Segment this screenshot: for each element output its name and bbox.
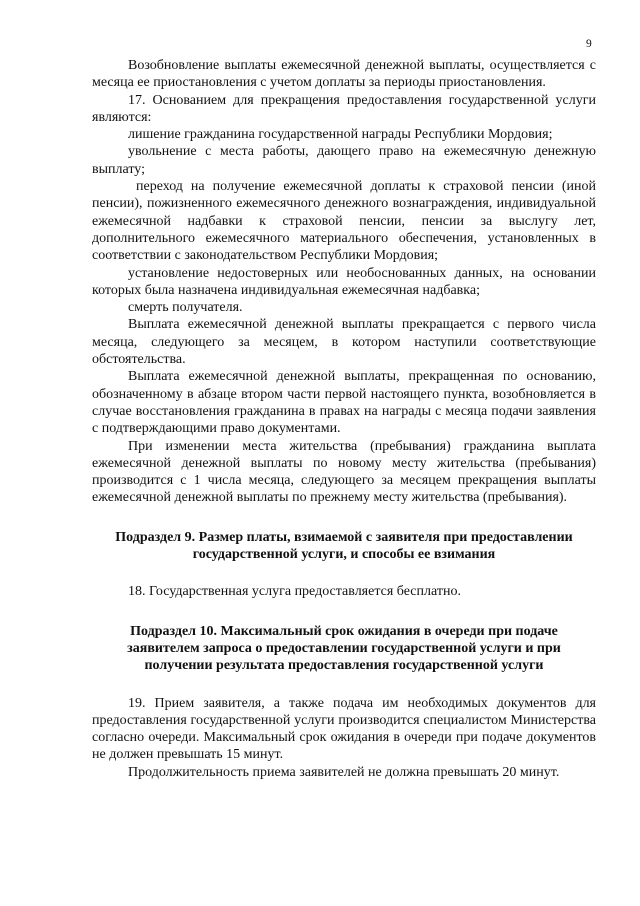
section-heading-10-line-3: получении результата предоставления государственной услуги bbox=[144, 658, 544, 674]
list-item-death: смерть получателя. bbox=[128, 300, 243, 316]
list-item-transition: переход на получение ежемесячной доплаты к страховой пенсии (иной пенсии), пожизненного ежемесячного денежного вознаграждения, индивидуальной ежемесячной надбавки к страховой пенсии, пенсии за выслугу лет, дополнительного ежемесячного материального обеспечения, установленных в соответствии с законодательством Республики Мордовия; bbox=[92, 179, 596, 264]
list-item-dismissal: увольнение с места работы, дающего право на ежемесячную денежную выплату; bbox=[92, 144, 596, 177]
paragraph-restoration: Выплата ежемесячной денежной выплаты, прекращенная по основанию, обозначенному в абзаце втором части первой настоящего пункта, возобновляется в случае восстановления гражданина в правах на награды с месяца подачи заявления с подтверждающими право документами. bbox=[92, 369, 596, 437]
document-body bbox=[92, 57, 596, 781]
list-item-award-deprivation: лишение гражданина государственной награды Республики Мордовия; bbox=[128, 127, 553, 143]
paragraph-termination: Выплата ежемесячной денежной выплаты прекращается с первого числа месяца, следующего за месяцем, в котором наступили соответствующие обстоятельства. bbox=[92, 317, 596, 368]
paragraph-duration: Продолжительность приема заявителей не должна превышать 20 минут. bbox=[128, 764, 560, 780]
spacer bbox=[92, 563, 596, 583]
paragraph-18: 18. Государственная услуга предоставляется бесплатно. bbox=[128, 584, 461, 600]
paragraph-17: 17. Основанием для прекращения предоставления государственной услуги являются: bbox=[92, 92, 596, 125]
paragraph-resumption: Возобновление выплаты ежемесячной денежной выплаты, осуществляется с месяца ее приостановления с учетом доплаты за периоды приостановления. bbox=[92, 58, 596, 91]
spacer bbox=[92, 601, 596, 623]
section-heading-9-line-2: государственной услуги, и способы ее взимания bbox=[192, 547, 496, 563]
section-heading-10-line-2: заявителем запроса о предоставлении государственной услуги и при bbox=[127, 640, 561, 656]
section-heading-10-line-1: Подраздел 10. Максимальный срок ожидания в очереди при подаче bbox=[130, 623, 558, 639]
spacer bbox=[92, 675, 596, 695]
spacer bbox=[92, 507, 596, 529]
paragraph-relocation: При изменении места жительства (пребывания) гражданина выплата ежемесячной денежной выплаты по новому месту жительства (пребывания) производится с 1 числа месяца, следующего за месяцем прекращения выплаты ежемесячной денежной выплаты по прежнему месту жительства (пребывания). bbox=[92, 438, 596, 506]
section-heading-9-line-1: Подраздел 9. Размер платы, взимаемой с заявителя при предоставлении bbox=[115, 529, 573, 545]
page-number: 9 bbox=[586, 38, 592, 50]
paragraph-19: 19. Прием заявителя, а также подача им необходимых документов для предоставления государственной услуги производится специалистом Министерства согласно очереди. Максимальный срок ожидания в очереди при подаче документов не должен превышать 15 минут. bbox=[92, 695, 596, 763]
section-heading-9 bbox=[92, 529, 596, 564]
section-heading-10 bbox=[92, 623, 596, 675]
list-item-false-data: установление недостоверных или необоснованных данных, на основании которых была назначена индивидуальная ежемесячная надбавка; bbox=[92, 265, 596, 298]
